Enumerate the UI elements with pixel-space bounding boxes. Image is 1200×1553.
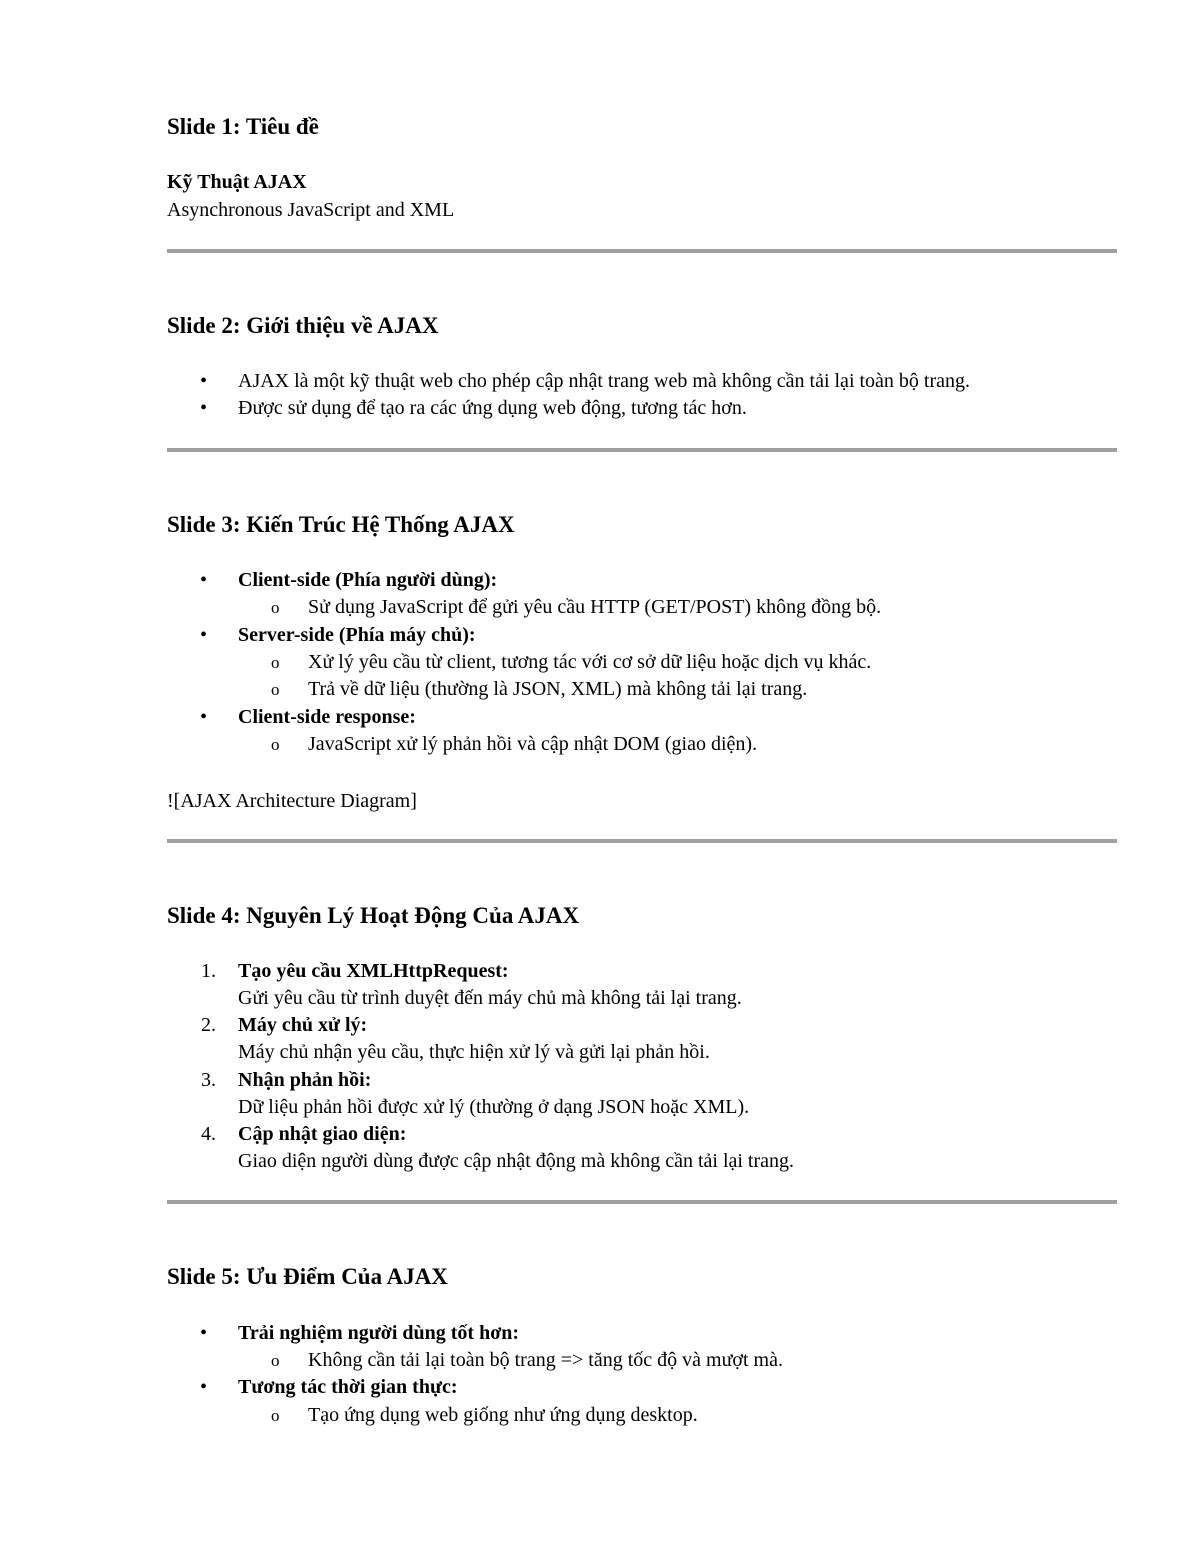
divider [167,249,1117,253]
subbullet-marker: o [271,1351,280,1370]
step-1-title: Tạo yêu cầu XMLHttpRequest: [238,960,509,982]
slide5-item-1-sub-1: Không cần tải lại toàn bộ trang => tăng tốc độ và mượt mà. [308,1349,783,1371]
step-2-desc: Máy chủ nhận yêu cầu, thực hiện xử lý và gửi lại phản hồi. [238,1041,710,1063]
slide2-heading: Slide 2: Giới thiệu về AJAX [167,313,439,338]
bullet-marker: • [200,706,208,728]
slide3-item-1-label: Client-side (Phía người dùng): [238,569,498,591]
divider [167,1200,1117,1204]
step-3-title: Nhận phản hồi: [238,1069,372,1091]
slide3-item-2-sub-1: Xử lý yêu cầu từ client, tương tác với cơ sở dữ liệu hoặc dịch vụ khác. [308,651,872,673]
slide2-bullet-1: AJAX là một kỹ thuật web cho phép cập nhật trang web mà không cần tải lại toàn bộ trang. [238,370,971,392]
slide3-item-1-sub-1: Sử dụng JavaScript để gửi yêu cầu HTTP (GET/POST) không đồng bộ. [308,596,882,618]
bullet-marker: • [200,1376,208,1398]
subbullet-marker: o [271,598,280,617]
step-2-title: Máy chủ xử lý: [238,1014,368,1036]
slide3-heading: Slide 3: Kiến Trúc Hệ Thống AJAX [167,512,515,537]
slide1-title: Kỹ Thuật AJAX [167,171,307,193]
image-placeholder-text: ![AJAX Architecture Diagram] [167,790,417,812]
bullet-marker: • [200,569,208,591]
subbullet-marker: o [271,1406,280,1425]
slide5-item-2-sub-1: Tạo ứng dụng web giống như ứng dụng desktop. [308,1404,698,1426]
slide3-item-3-label: Client-side response: [238,706,416,728]
step-number: 3. [201,1069,216,1091]
slide1-subtitle: Asynchronous JavaScript and XML [167,199,455,221]
subbullet-marker: o [271,680,280,699]
step-3-desc: Dữ liệu phản hồi được xử lý (thường ở dạng JSON hoặc XML). [238,1096,750,1118]
bullet-marker: • [200,624,208,646]
bullet-marker: • [200,397,208,419]
step-number: 2. [201,1014,216,1036]
slide5-heading: Slide 5: Ưu Điểm Của AJAX [167,1264,448,1289]
step-4-desc: Giao diện người dùng được cập nhật động mà không cần tải lại trang. [238,1150,795,1172]
step-number: 4. [201,1123,216,1145]
slide2-bullet-2: Được sử dụng để tạo ra các ứng dụng web động, tương tác hơn. [238,397,747,419]
slide5-item-1-label: Trải nghiệm người dùng tốt hơn: [238,1322,520,1344]
step-1-desc: Gửi yêu cầu từ trình duyệt đến máy chủ mà không tải lại trang. [238,987,742,1009]
slide3-item-2-label: Server-side (Phía máy chủ): [238,624,476,646]
bullet-marker: • [200,370,208,392]
divider [167,448,1117,452]
step-number: 1. [201,960,216,982]
step-4-title: Cập nhật giao diện: [238,1123,407,1145]
bullet-marker: • [200,1322,208,1344]
divider [167,839,1117,843]
slide3-item-2-sub-2: Trả về dữ liệu (thường là JSON, XML) mà không tải lại trang. [308,678,808,700]
subbullet-marker: o [271,735,280,754]
slide1-heading: Slide 1: Tiêu đề [167,114,319,139]
slide5-item-2-label: Tương tác thời gian thực: [238,1376,458,1398]
slide4-heading: Slide 4: Nguyên Lý Hoạt Động Của AJAX [167,903,580,928]
slide3-item-3-sub-1: JavaScript xử lý phản hồi và cập nhật DOM (giao diện). [308,733,758,755]
subbullet-marker: o [271,653,280,672]
